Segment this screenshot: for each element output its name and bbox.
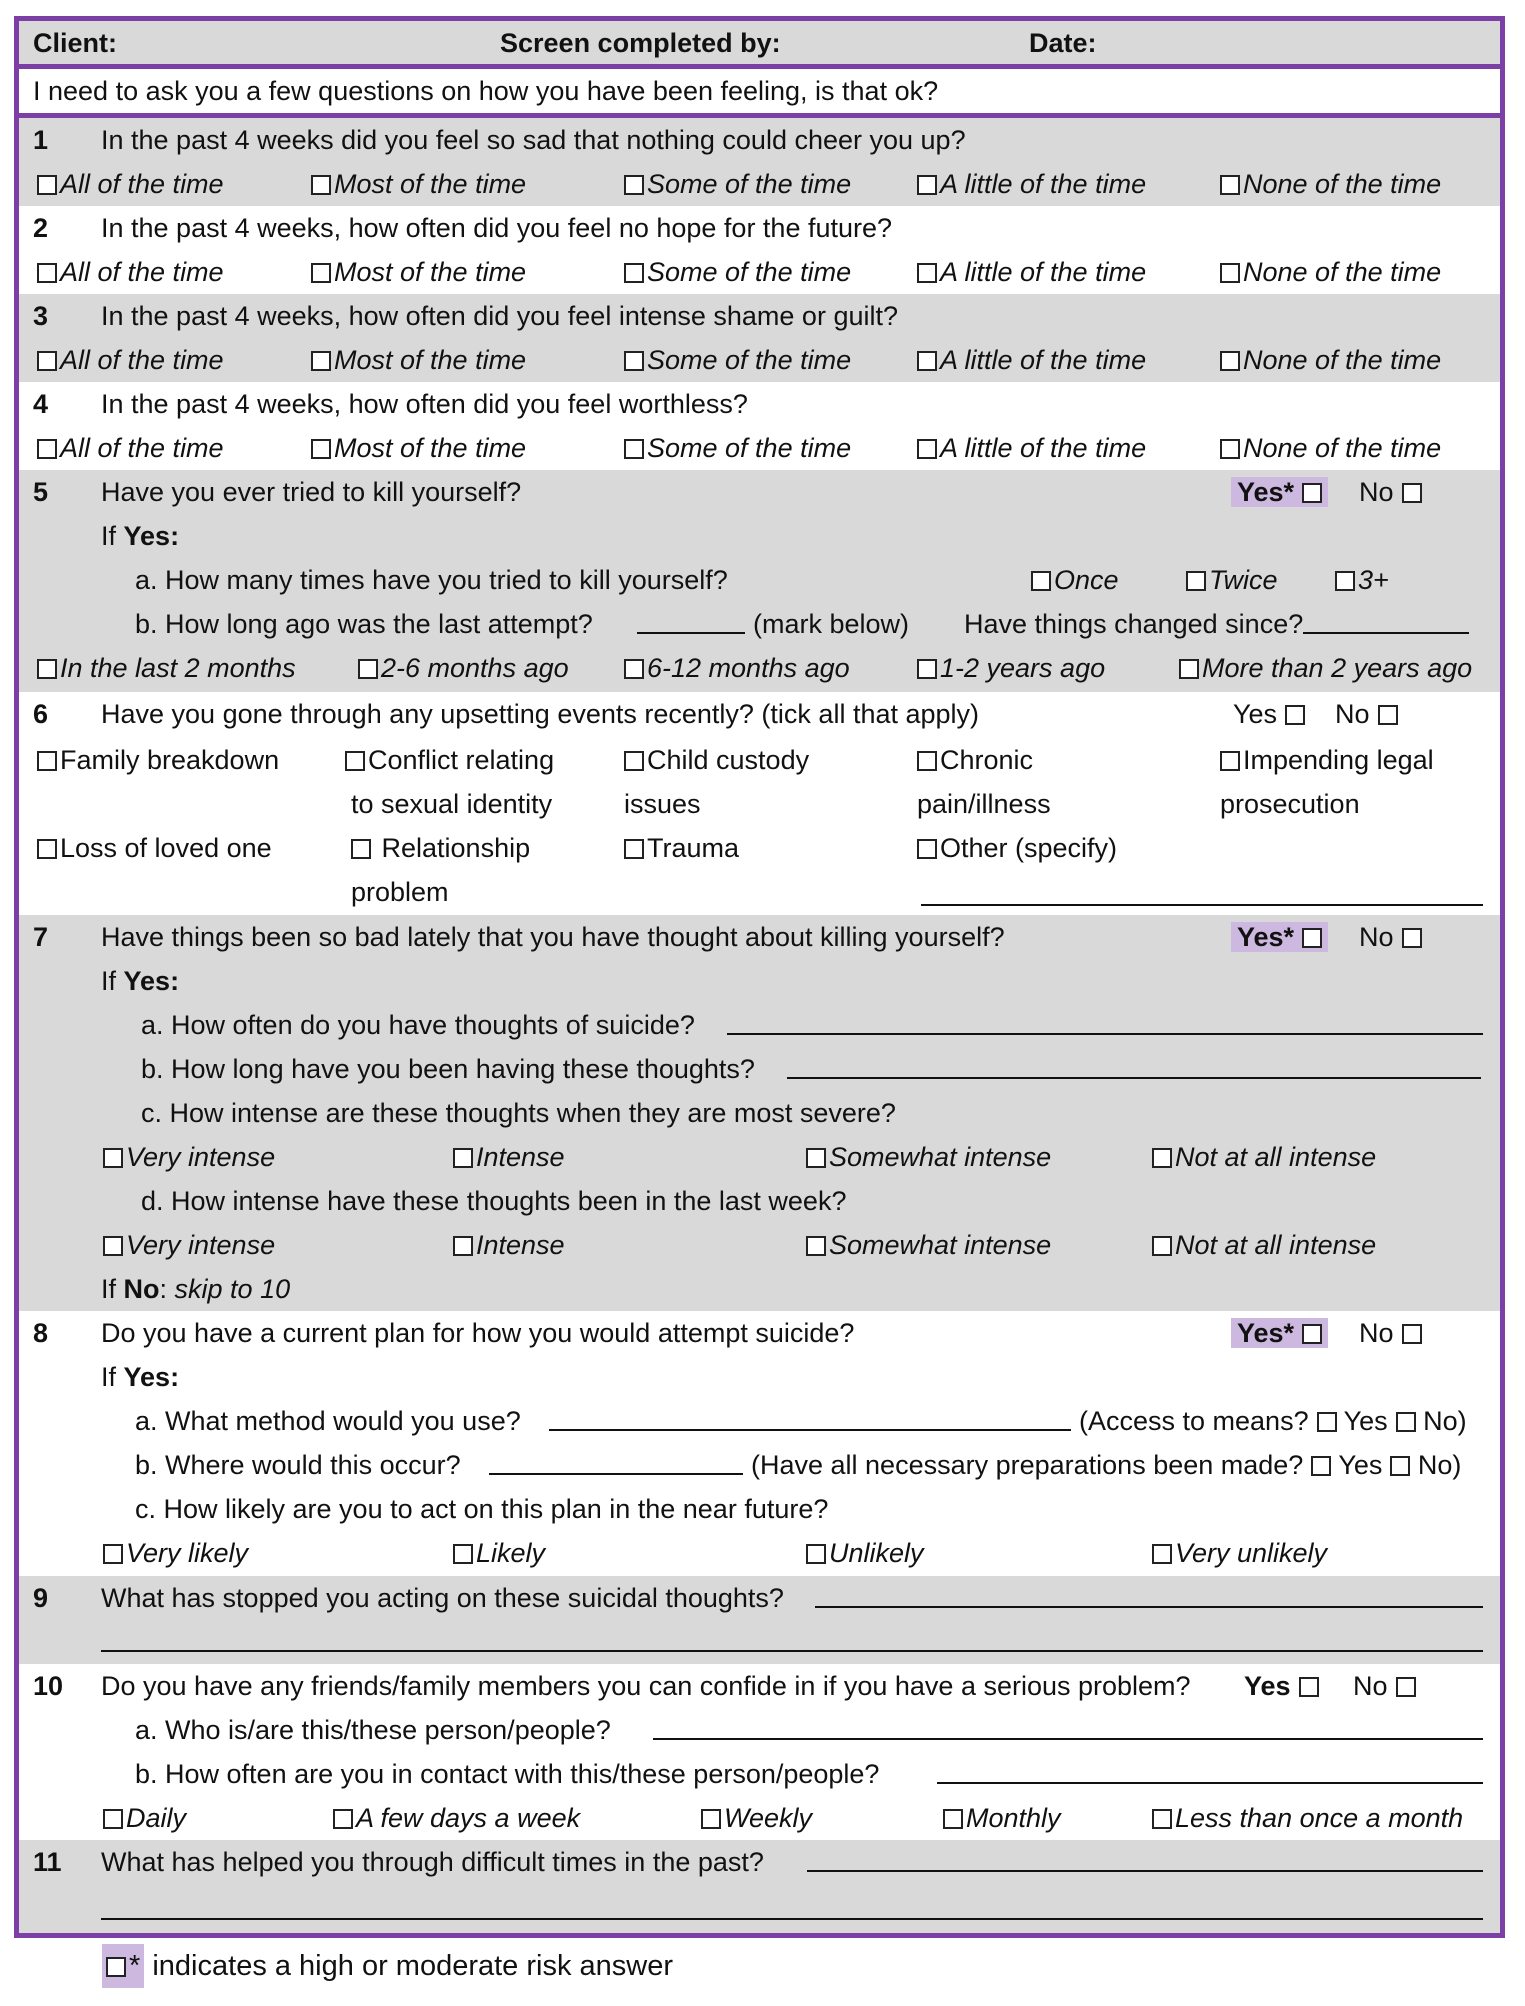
question-text: Have you gone through any upsetting events recently? (tick all that apply) xyxy=(101,699,980,729)
answer-line[interactable] xyxy=(101,1918,1483,1920)
if-yes-label: If Yes: xyxy=(101,521,180,551)
checkbox-icon[interactable] xyxy=(1220,175,1240,195)
subquestion-c: c. How intense are these thoughts when they are most severe? xyxy=(141,1098,896,1128)
legend-text: indicates a high or moderate risk answer xyxy=(152,1950,673,1982)
checkbox-icon[interactable] xyxy=(1152,1544,1172,1564)
event-loss-of-loved-one[interactable]: Loss of loved one xyxy=(37,828,272,868)
checkbox-icon[interactable] xyxy=(1402,1324,1422,1344)
answer-yes-high-risk[interactable]: Yes* xyxy=(1231,917,1328,957)
answer-yes-high-risk[interactable]: Yes* xyxy=(1231,472,1328,512)
option-some-of-the-time[interactable]: Some of the time xyxy=(624,252,851,292)
checkbox-icon[interactable] xyxy=(333,1809,353,1829)
question-2-section xyxy=(19,206,1500,294)
option-somewhat-intense[interactable]: Somewhat intense xyxy=(806,1137,1051,1177)
option-very-intense[interactable]: Very intense xyxy=(103,1137,275,1177)
event-label-continued: to sexual identity xyxy=(351,789,553,819)
checkbox-icon[interactable] xyxy=(453,1148,473,1168)
answer-line[interactable] xyxy=(549,1429,1071,1431)
checkbox-icon[interactable] xyxy=(1299,1677,1319,1697)
event-label-continued: problem xyxy=(351,877,449,907)
option-very-likely[interactable]: Very likely xyxy=(103,1533,248,1573)
event-chronic-pain[interactable]: Chronic xyxy=(917,740,1033,780)
answer-yes[interactable]: Yes xyxy=(1233,694,1305,734)
screener-label: Screen completed by: xyxy=(500,28,781,58)
checkbox-icon[interactable] xyxy=(917,751,937,771)
option-intense[interactable]: Intense xyxy=(453,1225,565,1265)
option-most-of-the-time[interactable]: Most of the time xyxy=(311,340,526,380)
question-1-section xyxy=(19,118,1500,206)
question-3-section xyxy=(19,294,1500,382)
option-a-little-of-the-time[interactable]: A little of the time xyxy=(917,252,1146,292)
subquestion-d: d. How intense have these thoughts been in the last week? xyxy=(141,1186,847,1216)
option-very-unlikely[interactable]: Very unlikely xyxy=(1152,1533,1327,1573)
question-text: Have you ever tried to kill yourself? xyxy=(101,477,522,507)
checkbox-icon[interactable] xyxy=(311,175,331,195)
option-some-of-the-time[interactable]: Some of the time xyxy=(624,428,851,468)
checkbox-icon[interactable] xyxy=(311,263,331,283)
client-label: Client: xyxy=(33,28,117,58)
option-once[interactable]: Once xyxy=(1031,560,1119,600)
checkbox-icon[interactable] xyxy=(103,1809,123,1829)
question-7-section xyxy=(19,915,1500,1311)
option-daily[interactable]: Daily xyxy=(103,1798,186,1838)
event-other[interactable]: Other (specify) xyxy=(917,828,1117,868)
question-number: 1 xyxy=(33,125,49,155)
checkbox-icon[interactable] xyxy=(917,839,937,859)
answer-line[interactable] xyxy=(815,1606,1483,1608)
option-none-of-the-time[interactable]: None of the time xyxy=(1220,252,1441,292)
answer-line[interactable] xyxy=(1303,632,1469,634)
subquestion-b: b. Where would this occur? xyxy=(135,1450,461,1480)
question-8-section xyxy=(19,1311,1500,1576)
checkbox-icon[interactable] xyxy=(806,1236,826,1256)
subquestion-b: b. How long have you been having these thoughts? xyxy=(141,1054,755,1084)
option-less-than-once-a-month[interactable]: Less than once a month xyxy=(1152,1798,1463,1838)
checkbox-icon[interactable] xyxy=(624,439,644,459)
event-impending-legal[interactable]: Impending legal xyxy=(1220,740,1434,780)
checkbox-icon[interactable] xyxy=(624,751,644,771)
question-number: 2 xyxy=(33,213,49,243)
checkbox-icon[interactable] xyxy=(1378,705,1398,725)
option-a-little-of-the-time[interactable]: A little of the time xyxy=(917,428,1146,468)
question-text: Do you have any friends/family members you can confide in if you have a serious problem? xyxy=(101,1671,1191,1701)
changed-since-label: Have things changed since? xyxy=(964,609,1304,639)
option-none-of-the-time[interactable]: None of the time xyxy=(1220,340,1441,380)
checkbox-icon[interactable] xyxy=(1402,928,1422,948)
checkbox-icon[interactable] xyxy=(311,351,331,371)
question-number: 4 xyxy=(33,389,49,419)
question-number: 3 xyxy=(33,301,49,331)
checkbox-icon[interactable] xyxy=(806,1148,826,1168)
checkbox-icon[interactable] xyxy=(37,439,57,459)
option-unlikely[interactable]: Unlikely xyxy=(806,1533,924,1573)
checkbox-icon[interactable] xyxy=(103,1148,123,1168)
subquestion-a: a. How often do you have thoughts of suicide? xyxy=(141,1010,695,1040)
subquestion-c: c. How likely are you to act on this plan in the near future? xyxy=(135,1494,829,1524)
checkbox-icon[interactable] xyxy=(1396,1412,1416,1432)
option-some-of-the-time[interactable]: Some of the time xyxy=(624,164,851,204)
question-10-section xyxy=(19,1664,1500,1840)
checkbox-icon[interactable] xyxy=(37,751,57,771)
question-text: In the past 4 weeks, how often did you feel worthless? xyxy=(101,389,748,419)
option-1-2-years[interactable]: 1-2 years ago xyxy=(917,648,1105,688)
option-weekly[interactable]: Weekly xyxy=(701,1798,812,1838)
checkbox-icon[interactable] xyxy=(917,659,937,679)
option-monthly[interactable]: Monthly xyxy=(943,1798,1061,1838)
option-none-of-the-time[interactable]: None of the time xyxy=(1220,164,1441,204)
if-yes-label: If Yes: xyxy=(101,1362,180,1392)
option-last-2-months[interactable]: In the last 2 months xyxy=(37,648,296,688)
event-family-breakdown[interactable]: Family breakdown xyxy=(37,740,279,780)
checkbox-icon[interactable] xyxy=(37,175,57,195)
checkbox-icon[interactable] xyxy=(1152,1236,1172,1256)
checkbox-icon[interactable] xyxy=(1220,439,1240,459)
question-number: 5 xyxy=(33,477,49,507)
checkbox-icon[interactable] xyxy=(1302,483,1322,503)
option-none-of-the-time[interactable]: None of the time xyxy=(1220,428,1441,468)
legend-marker: * xyxy=(102,1944,144,1988)
intro-text: I need to ask you a few questions on how you have been feeling, is that ok? xyxy=(33,76,939,106)
event-label-continued: prosecution xyxy=(1220,789,1360,819)
checkbox-icon[interactable] xyxy=(701,1809,721,1829)
checkbox-icon[interactable] xyxy=(917,439,937,459)
question-4-section xyxy=(19,382,1500,470)
checkbox-icon[interactable] xyxy=(806,1544,826,1564)
checkbox-icon[interactable] xyxy=(358,659,378,679)
option-likely[interactable]: Likely xyxy=(453,1533,545,1573)
checkbox-icon[interactable] xyxy=(351,839,371,859)
checkbox-icon[interactable] xyxy=(917,263,937,283)
question-11-section xyxy=(19,1840,1500,1938)
question-5-section xyxy=(19,470,1500,692)
checkbox-icon[interactable] xyxy=(1285,705,1305,725)
option-not-at-all-intense[interactable]: Not at all intense xyxy=(1152,1137,1376,1177)
checkbox-icon[interactable] xyxy=(1152,1809,1172,1829)
subquestion-a: a. What method would you use? xyxy=(135,1406,521,1436)
checkbox-icon[interactable] xyxy=(1179,659,1199,679)
checkbox-icon[interactable] xyxy=(1335,571,1355,591)
checkbox-icon[interactable] xyxy=(1402,483,1422,503)
answer-line[interactable] xyxy=(727,1033,1483,1035)
checkbox-icon[interactable] xyxy=(1220,263,1240,283)
subquestion-a: a. Who is/are this/these person/people? xyxy=(135,1715,611,1745)
checkbox-icon[interactable] xyxy=(453,1236,473,1256)
checkbox-icon[interactable] xyxy=(1031,571,1051,591)
question-number: 10 xyxy=(33,1671,64,1701)
checkbox-icon[interactable] xyxy=(345,751,365,771)
subquestion-b: b. How long ago was the last attempt? xyxy=(135,609,593,639)
option-most-of-the-time[interactable]: Most of the time xyxy=(311,164,526,204)
suicide-screening-form xyxy=(14,16,1505,1938)
checkbox-icon[interactable] xyxy=(624,839,644,859)
checkbox-icon[interactable] xyxy=(917,175,937,195)
event-conflict-sexual-identity[interactable]: Conflict relating xyxy=(345,740,554,780)
checkbox-icon[interactable] xyxy=(37,839,57,859)
checkbox-icon[interactable] xyxy=(624,351,644,371)
checkbox-icon[interactable] xyxy=(37,351,57,371)
preparations-made[interactable]: (Have all necessary preparations been made? Yes No) xyxy=(751,1450,1462,1480)
subquestion-a: a. How many times have you tried to kill yourself? xyxy=(135,565,728,595)
question-text: In the past 4 weeks did you feel so sad that nothing could cheer you up? xyxy=(101,125,966,155)
question-text: In the past 4 weeks, how often did you feel intense shame or guilt? xyxy=(101,301,898,331)
option-more-than-2-years[interactable]: More than 2 years ago xyxy=(1179,648,1472,688)
checkbox-icon[interactable] xyxy=(917,351,937,371)
checkbox-icon[interactable] xyxy=(1317,1412,1337,1432)
answer-yes[interactable]: Yes xyxy=(1244,1666,1319,1706)
question-text: Do you have a current plan for how you would attempt suicide? xyxy=(101,1318,855,1348)
question-6-section xyxy=(19,692,1500,915)
checkbox-icon[interactable] xyxy=(1311,1456,1331,1476)
checkbox-icon[interactable] xyxy=(103,1236,123,1256)
option-intense[interactable]: Intense xyxy=(453,1137,565,1177)
checkbox-icon[interactable] xyxy=(103,1544,123,1564)
answer-line[interactable] xyxy=(653,1738,1483,1740)
mark-below-note: (mark below) xyxy=(753,609,910,639)
intro-row xyxy=(19,69,1500,118)
checkbox-icon[interactable] xyxy=(1220,751,1240,771)
option-most-of-the-time[interactable]: Most of the time xyxy=(311,428,526,468)
question-number: 7 xyxy=(33,922,49,952)
option-some-of-the-time[interactable]: Some of the time xyxy=(624,340,851,380)
event-label-continued: issues xyxy=(624,789,701,819)
form-header xyxy=(19,21,1500,69)
answer-no[interactable]: No xyxy=(1359,917,1422,957)
answer-line[interactable] xyxy=(489,1473,743,1475)
answer-line[interactable] xyxy=(637,632,745,634)
option-3-plus[interactable]: 3+ xyxy=(1335,560,1389,600)
subquestion-b: b. How often are you in contact with this/these person/people? xyxy=(135,1759,880,1789)
answer-yes-high-risk[interactable]: Yes* xyxy=(1231,1313,1328,1353)
question-text: Have things been so bad lately that you have thought about killing yourself? xyxy=(101,922,1005,952)
option-somewhat-intense[interactable]: Somewhat intense xyxy=(806,1225,1051,1265)
event-relationship-problem[interactable]: Relationship xyxy=(351,828,530,868)
checkbox-icon xyxy=(106,1957,126,1977)
risk-legend xyxy=(102,1944,673,1988)
event-child-custody[interactable]: Child custody xyxy=(624,740,809,780)
skip-instruction: If No: skip to 10 xyxy=(101,1274,291,1304)
if-yes-label: If Yes: xyxy=(101,966,180,996)
date-label: Date: xyxy=(1029,28,1097,58)
event-trauma[interactable]: Trauma xyxy=(624,828,739,868)
option-6-12-months[interactable]: 6-12 months ago xyxy=(624,648,850,688)
option-a-little-of-the-time[interactable]: A little of the time xyxy=(917,164,1146,204)
answer-line[interactable] xyxy=(937,1782,1483,1784)
checkbox-icon[interactable] xyxy=(1220,351,1240,371)
option-2-6-months[interactable]: 2-6 months ago xyxy=(358,648,569,688)
checkbox-icon[interactable] xyxy=(37,659,57,679)
checkbox-icon[interactable] xyxy=(453,1544,473,1564)
checkbox-icon[interactable] xyxy=(624,659,644,679)
option-all-of-the-time[interactable]: All of the time xyxy=(37,428,224,468)
checkbox-icon[interactable] xyxy=(1390,1456,1410,1476)
checkbox-icon[interactable] xyxy=(1186,571,1206,591)
checkbox-icon[interactable] xyxy=(943,1809,963,1829)
option-most-of-the-time[interactable]: Most of the time xyxy=(311,252,526,292)
option-a-little-of-the-time[interactable]: A little of the time xyxy=(917,340,1146,380)
option-a-few-days-a-week[interactable]: A few days a week xyxy=(333,1798,580,1838)
answer-no[interactable]: No xyxy=(1359,472,1422,512)
answer-no[interactable]: No xyxy=(1353,1666,1416,1706)
question-text: What has stopped you acting on these suicidal thoughts? xyxy=(101,1583,784,1613)
option-all-of-the-time[interactable]: All of the time xyxy=(37,252,224,292)
question-number: 6 xyxy=(33,699,49,729)
option-twice[interactable]: Twice xyxy=(1186,560,1278,600)
answer-no[interactable]: No xyxy=(1335,694,1398,734)
question-number: 11 xyxy=(33,1847,62,1877)
question-9-section xyxy=(19,1576,1500,1664)
question-number: 8 xyxy=(33,1318,49,1348)
option-all-of-the-time[interactable]: All of the time xyxy=(37,164,224,204)
question-text: What has helped you through difficult times in the past? xyxy=(101,1847,764,1877)
option-not-at-all-intense[interactable]: Not at all intense xyxy=(1152,1225,1376,1265)
checkbox-icon[interactable] xyxy=(311,439,331,459)
checkbox-icon[interactable] xyxy=(1152,1148,1172,1168)
checkbox-icon[interactable] xyxy=(624,175,644,195)
answer-line[interactable] xyxy=(101,1650,1483,1652)
checkbox-icon[interactable] xyxy=(1302,928,1322,948)
checkbox-icon[interactable] xyxy=(37,263,57,283)
checkbox-icon[interactable] xyxy=(1396,1677,1416,1697)
question-number: 9 xyxy=(33,1583,49,1613)
event-label-continued: pain/illness xyxy=(917,789,1051,819)
answer-line[interactable] xyxy=(787,1077,1481,1079)
question-text: In the past 4 weeks, how often did you feel no hope for the future? xyxy=(101,213,893,243)
option-very-intense[interactable]: Very intense xyxy=(103,1225,275,1265)
checkbox-icon[interactable] xyxy=(624,263,644,283)
option-all-of-the-time[interactable]: All of the time xyxy=(37,340,224,380)
other-specify-line[interactable] xyxy=(921,904,1483,906)
access-to-means[interactable]: (Access to means? Yes No) xyxy=(1079,1406,1467,1436)
answer-line[interactable] xyxy=(807,1870,1483,1872)
answer-no[interactable]: No xyxy=(1359,1313,1422,1353)
checkbox-icon[interactable] xyxy=(1302,1324,1322,1344)
